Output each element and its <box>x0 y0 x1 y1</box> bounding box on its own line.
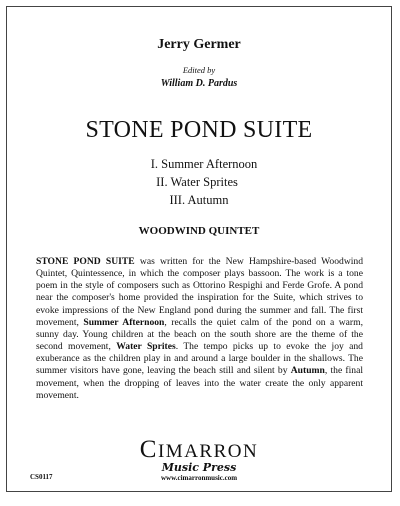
program-note-run: , recalls the quiet calm of the pond on a warm, sunny day. Young children at the beach on the south shore are the theme of the second movement, <box>36 316 363 353</box>
work-title: STONE POND SUITE <box>85 117 313 143</box>
publisher-name <box>7 436 391 463</box>
program-note-run: Water Sprites <box>116 341 176 353</box>
movement-item: II. Water Sprites <box>156 175 238 189</box>
program-note-run: STONE POND SUITE <box>36 256 135 267</box>
program-note-run: Autumn <box>290 365 325 377</box>
movement-item: III. Autumn <box>169 193 229 207</box>
ensemble-heading: WOODWIND QUINTET <box>138 225 260 237</box>
publisher-logo <box>7 436 391 483</box>
publisher-script: Music Press <box>161 461 237 474</box>
program-note-run: Summer Afternoon <box>83 316 165 328</box>
edited-by-label: Edited by <box>182 65 216 75</box>
program-note-run: . The tempo picks up to evoke the joy and exuberance as the children play in and around a large boulder in the shallows. The summer visitors have gone, leaving the beach still and silent by <box>36 341 363 377</box>
program-note <box>36 256 363 402</box>
publisher-url: www.cimarronmusic.com <box>160 474 238 482</box>
program-note-run: was written for the New Hampshire-based Woodwind Quintet, Quintessence, in which the composer plays bassoon. The work is a tone poem in the style of composers such as Ottorino Respighi and Ferde Grofe. A pond near the composer's home provided the inspiration for the Suite, which strives to evoke impressions of the New England pond during the summer and fall. The first movement, <box>36 256 364 328</box>
publisher-name-rest: IMARRON <box>157 441 259 462</box>
program-note-run: , the final movement, when the dropping of leaves into the water create the only apparent movement. <box>36 365 364 401</box>
editor-name: William D. Pardus <box>160 78 238 89</box>
movement-list <box>7 155 391 209</box>
score-cover-page <box>6 6 392 492</box>
publisher-name-initial: C <box>139 436 158 463</box>
catalog-number: CS0117 <box>30 473 53 481</box>
composer-name: Jerry Germer <box>157 37 241 52</box>
movement-item: I. Summer Afternoon <box>150 157 258 171</box>
